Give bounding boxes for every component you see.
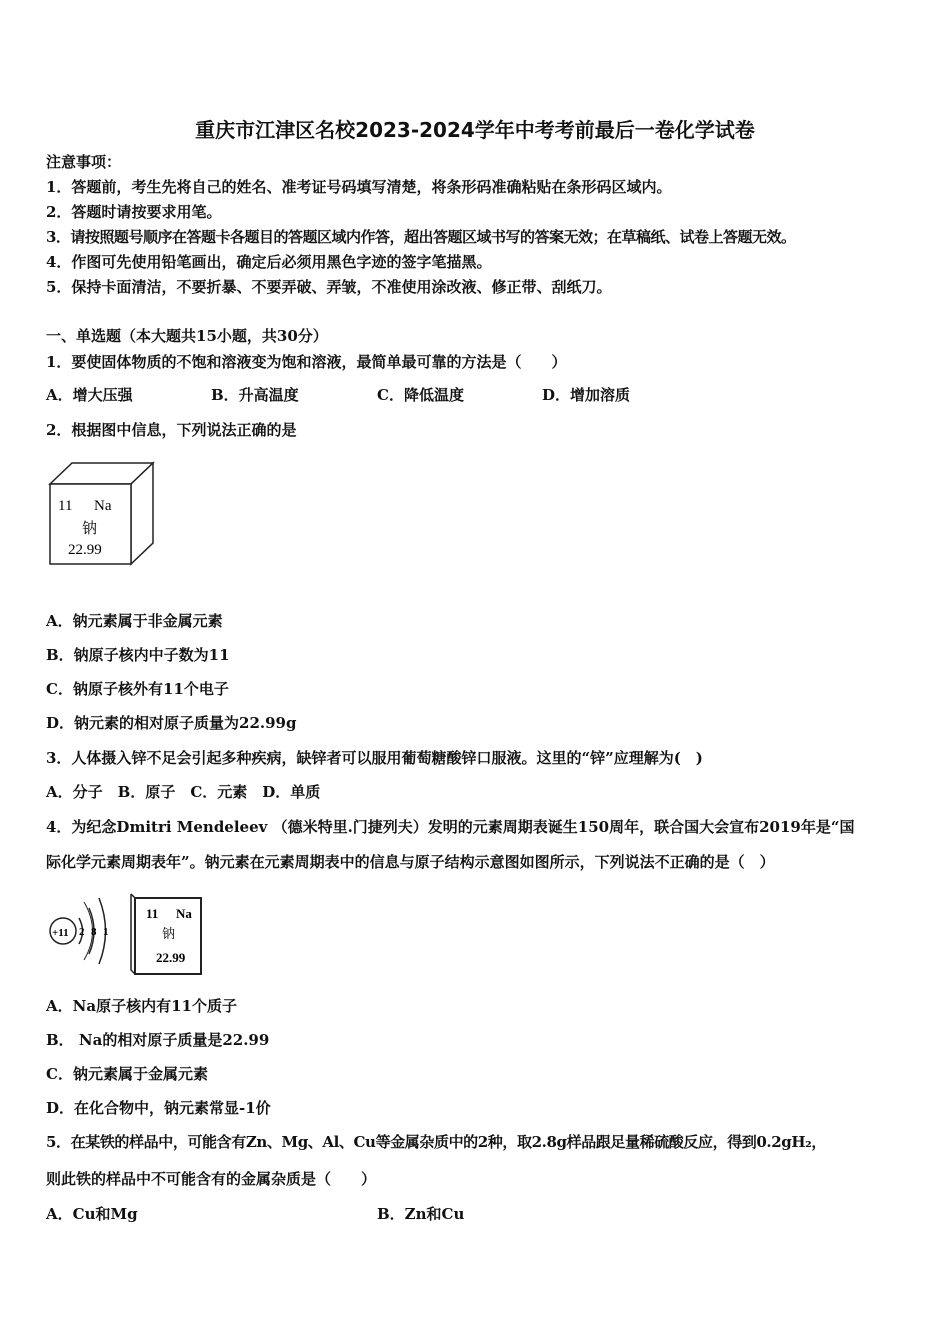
section-heading: 一、单选题（本大题共15小题，共30分） [46,327,328,345]
q4-element-card [128,890,206,980]
notice-item-3: 3．请按照题号顺序在答题卡各题目的答题区域内作答，超出答题区域书写的答案无效；在草稿纸、试卷上答题无效。 [46,228,796,246]
q5-option-a: A．Cu和Mg [46,1205,138,1223]
q2-card-number: 11 [58,498,73,514]
q2-element-card [46,460,158,568]
q4-option-c: C．钠元素属于金属元素 [46,1065,208,1083]
q2-stem: 2．根据图中信息，下列说法正确的是 [46,421,297,439]
q2-option-b: B．钠原子核内中子数为11 [46,646,230,664]
q4-card-name: 钠 [162,926,176,941]
q4-nucleus-charge: +11 [52,927,69,939]
page-title: 重庆市江津区名校2023-2024学年中考考前最后一卷化学试卷 [195,118,755,142]
notice-item-4: 4．作图可先使用铅笔画出，确定后必须用黑色字迹的签字笔描黑。 [46,253,492,271]
q3-stem: 3．人体摄入锌不足会引起多种疾病，缺锌者可以服用葡萄糖酸锌口服液。这里的“锌”应理解为( ) [46,749,703,767]
q1-option-a: A．增大压强 [46,386,133,404]
q4-stem-line-2: 际化学元素周期表年”。钠元素在元素周期表中的信息与原子结构示意图如图所示，下列说法不正确的是（ ） [46,853,775,871]
q2-card-mass: 22.99 [68,542,102,558]
q2-option-c: C．钠原子核外有11个电子 [46,680,229,698]
q4-card-number: 11 [146,906,159,921]
q1-stem: 1．要使固体物质的不饱和溶液变为饱和溶液，最简单最可靠的方法是（ ） [46,353,567,371]
q4-card-symbol: Na [176,906,192,921]
q5-stem-line-2: 则此铁的样品中不可能含有的金属杂质是（ ） [46,1170,377,1188]
q4-atom-diagram [46,888,116,978]
q5-option-b: B．Zn和Cu [377,1205,465,1223]
q4-stem-line-1: 4．为纪念Dmitri Mendeleev （德米特里.门捷列夫）发明的元素周期表诞生150周年，联合国大会宣布2019年是“国 [46,818,855,836]
q4-option-d: D．在化合物中，钠元素常显-1价 [46,1099,271,1117]
q4-shell-1: 2 [79,926,85,938]
q2-option-a: A．钠元素属于非金属元素 [46,612,223,630]
q2-card-name: 钠 [82,521,98,537]
q4-shell-3: 1 [103,926,109,938]
q2-card-symbol: Na [94,498,112,514]
q4-card-mass: 22.99 [156,950,186,965]
q4-shell-2: 8 [91,926,97,938]
q1-option-d: D．增加溶质 [542,386,631,404]
notice-item-2: 2．答题时请按要求用笔。 [46,203,222,221]
notice-item-1: 1．答题前，考生先将自己的姓名、准考证号码填写清楚，将条形码准确粘贴在条形码区域内。 [46,178,672,196]
notice-item-5: 5．保持卡面清洁，不要折暴、不要弄破、弄皱，不准使用涂改液、修正带、刮纸刀。 [46,278,612,296]
q1-option-c: C．降低温度 [377,386,464,404]
q2-option-d: D．钠元素的相对原子质量为22.99g [46,714,297,732]
q3-options: A．分子 B．原子 C．元素 D．单质 [46,783,321,801]
q1-option-b: B．升高温度 [211,386,299,404]
q4-option-a: A．Na原子核内有11个质子 [46,997,237,1015]
notice-heading: 注意事项： [46,153,122,171]
q4-option-b: B． Na的相对原子质量是22.99 [46,1031,270,1049]
q5-stem-line-1: 5．在某铁的样品中，可能含有Zn、Mg、Al、Cu等金属杂质中的2种，取2.8g样品跟足量稀硫酸反应，得到0.2gH₂， [46,1133,826,1151]
